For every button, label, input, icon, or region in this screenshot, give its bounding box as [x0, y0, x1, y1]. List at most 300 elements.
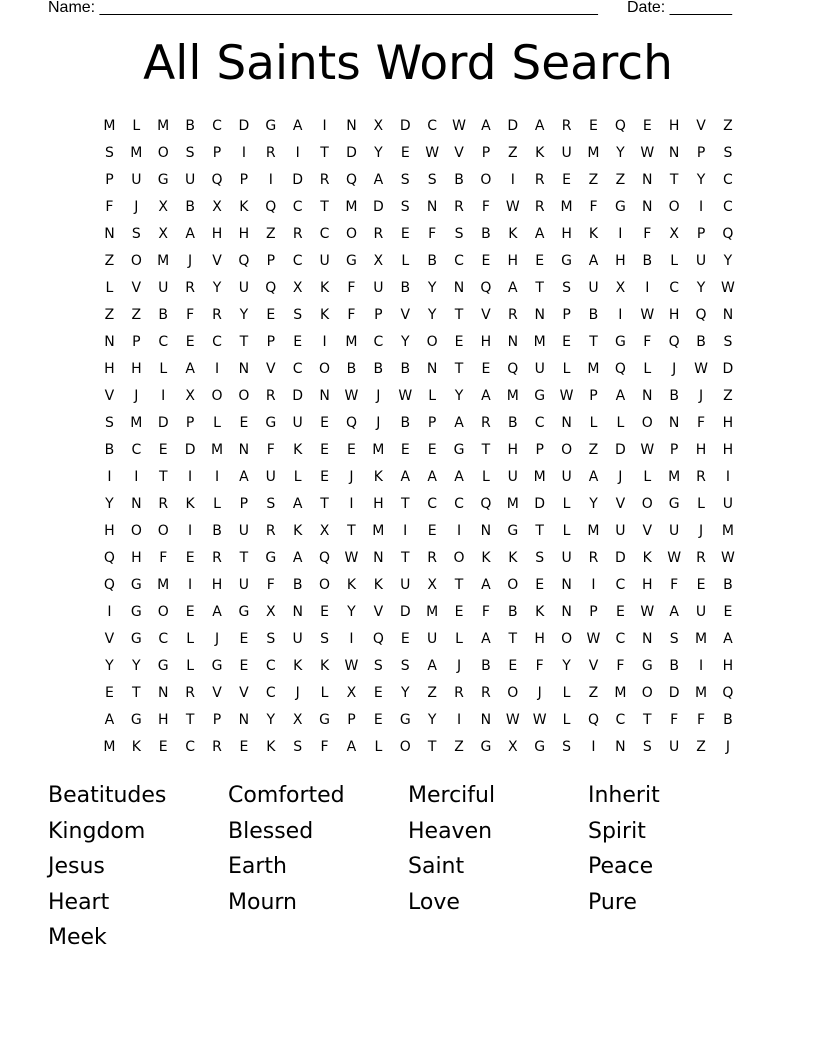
grid-letter: N [346, 118, 357, 134]
grid-letter: Y [589, 496, 598, 512]
grid-letter: A [615, 388, 626, 404]
grid-letter: G [319, 712, 330, 728]
grid-letter: V [400, 307, 411, 323]
grid-letter: U [534, 361, 545, 377]
grid-letter: D [534, 496, 546, 512]
grid-letter: C [292, 253, 303, 269]
grid-letter: N [104, 226, 115, 242]
grid-letter: X [508, 739, 518, 755]
grid-letter: M [560, 199, 573, 215]
grid-letter: F [697, 712, 706, 728]
grid-letter: U [722, 496, 734, 512]
grid-letter: B [696, 334, 706, 350]
grid-letter: I [725, 469, 730, 485]
grid-letter: W [452, 118, 466, 134]
grid-letter: A [454, 415, 464, 431]
grid-letter: C [212, 118, 222, 134]
grid-letter: P [374, 307, 383, 323]
grid-letter: I [618, 226, 623, 242]
grid-letter: U [319, 253, 330, 269]
grid-letter: W [398, 388, 413, 404]
grid-letter: P [669, 442, 679, 458]
grid-letter: M [345, 334, 358, 350]
grid-letter: G [453, 442, 465, 458]
grid-letter: X [265, 604, 276, 620]
grid-letter: C [265, 658, 276, 674]
grid-letter: G [641, 658, 653, 674]
grid-letter: X [427, 577, 437, 593]
grid-letter: P [589, 604, 598, 620]
grid-letter: X [292, 280, 303, 296]
grid-letter: A [534, 226, 545, 242]
grid-letter: E [373, 685, 383, 701]
grid-letter: E [320, 415, 329, 431]
grid-letter: L [643, 469, 652, 485]
grid-letter: T [427, 739, 437, 755]
grid-letter: S [293, 307, 303, 323]
grid-letter: O [319, 577, 331, 593]
grid-letter: C [427, 496, 438, 512]
grid-letter: U [292, 631, 303, 647]
grid-letter: K [239, 199, 249, 215]
grid-letter: L [562, 685, 571, 701]
grid-letter: O [399, 739, 411, 755]
grid-letter: Y [696, 280, 706, 296]
grid-letter: F [670, 577, 679, 593]
grid-letter: B [104, 442, 115, 458]
grid-letter: L [213, 496, 221, 512]
grid-letter: U [588, 280, 599, 296]
grid-letter: P [696, 226, 706, 242]
grid-letter: Y [374, 145, 383, 161]
grid-letter: U [238, 523, 250, 539]
grid-letter: K [319, 280, 330, 296]
name-field-line: Name: ________________________________________________________ [48, 0, 598, 16]
grid-letter: C [723, 172, 733, 188]
grid-letter: V [696, 118, 706, 134]
grid-letter: N [480, 523, 492, 539]
grid-letter: R [507, 307, 518, 323]
grid-letter: J [214, 631, 220, 647]
grid-letter: J [618, 469, 623, 485]
grid-letter: Q [722, 685, 734, 701]
grid-letter: V [239, 685, 249, 701]
grid-letter: E [185, 334, 195, 350]
grid-letter: Y [562, 658, 571, 674]
grid-letter: W [640, 307, 655, 323]
grid-letter: H [131, 550, 142, 566]
grid-letter: X [373, 118, 384, 134]
word-bank-item: Heart [48, 889, 110, 915]
grid-letter: W [344, 388, 359, 404]
grid-letter: N [238, 361, 250, 377]
grid-letter: R [696, 469, 706, 485]
grid-letter: F [616, 658, 625, 674]
grid-letter: K [373, 469, 383, 485]
grid-letter: N [238, 712, 250, 728]
grid-letter: R [265, 388, 276, 404]
grid-letter: P [239, 496, 249, 512]
grid-letter: P [562, 307, 571, 323]
grid-letter: M [721, 523, 734, 539]
grid-letter: D [399, 118, 411, 134]
grid-letter: C [131, 442, 142, 458]
grid-letter: U [131, 172, 142, 188]
grid-letter: I [349, 631, 354, 647]
grid-letter: S [723, 145, 733, 161]
grid-letter: Q [722, 226, 734, 242]
grid-letter: S [642, 739, 652, 755]
grid-letter: X [615, 280, 626, 296]
grid-letter: C [319, 226, 330, 242]
grid-letter: I [403, 523, 408, 539]
grid-letter: V [373, 604, 384, 620]
grid-letter: G [399, 712, 411, 728]
grid-letter: I [456, 712, 462, 728]
grid-letter: O [641, 685, 653, 701]
grid-letter: N [426, 199, 438, 215]
grid-letter: V [588, 658, 599, 674]
grid-letter: A [588, 253, 599, 269]
grid-letter: I [510, 172, 515, 188]
grid-letter: E [481, 361, 491, 377]
grid-letter: H [695, 442, 707, 458]
grid-letter: M [157, 253, 170, 269]
grid-letter: U [561, 145, 572, 161]
word-bank-item: Kingdom [48, 818, 146, 844]
grid-letter: E [615, 604, 625, 620]
grid-letter: N [157, 685, 169, 701]
grid-letter: C [534, 415, 545, 431]
grid-letter: F [643, 226, 652, 242]
word-bank-item: Beatitudes [48, 783, 167, 808]
grid-letter: C [615, 577, 626, 593]
grid-letter: N [507, 334, 519, 350]
grid-letter: U [238, 280, 250, 296]
grid-letter: J [134, 388, 139, 404]
grid-letter: V [131, 280, 142, 296]
grid-letter: L [562, 523, 571, 539]
grid-letter: E [535, 253, 545, 269]
grid-letter: W [586, 631, 601, 647]
grid-letter: O [238, 388, 250, 404]
grid-letter: N [480, 712, 492, 728]
grid-letter: A [669, 604, 679, 620]
grid-letter: B [373, 361, 384, 377]
grid-letter: E [158, 442, 168, 458]
grid-letter: G [668, 496, 680, 512]
grid-letter: E [158, 739, 168, 755]
grid-letter: I [214, 361, 220, 377]
grid-letter: C [265, 685, 276, 701]
grid-letter: S [131, 226, 141, 242]
grid-letter: I [214, 469, 220, 485]
grid-letter: N [561, 415, 572, 431]
grid-letter: G [534, 739, 546, 755]
grid-letter: F [428, 226, 437, 242]
grid-letter: F [266, 577, 275, 593]
grid-letter: P [212, 712, 222, 728]
grid-letter: U [400, 577, 411, 593]
grid-letter: P [427, 415, 437, 431]
grid-letter: B [158, 307, 169, 323]
grid-letter: W [694, 361, 708, 377]
grid-letter: D [184, 442, 196, 458]
grid-letter: N [426, 361, 438, 377]
grid-letter: R [185, 280, 195, 296]
grid-letter: D [292, 172, 304, 188]
grid-letter: H [480, 334, 492, 350]
grid-letter: M [210, 442, 224, 458]
grid-letter: F [535, 658, 544, 674]
grid-letter: O [130, 253, 142, 269]
grid-letter: C [292, 361, 303, 377]
grid-letter: C [212, 334, 222, 350]
grid-letter: R [212, 307, 222, 323]
grid-letter: Q [614, 118, 626, 134]
grid-letter: M [587, 361, 600, 377]
grid-letter: P [132, 334, 141, 350]
grid-letter: B [723, 577, 733, 593]
grid-letter: N [642, 631, 653, 647]
grid-letter: E [589, 118, 598, 134]
grid-letter: J [725, 739, 730, 755]
grid-letter: V [212, 685, 222, 701]
grid-letter: F [697, 415, 706, 431]
grid-letter: G [265, 415, 277, 431]
grid-letter: W [344, 550, 359, 566]
grid-letter: U [238, 577, 250, 593]
page-title: All Saints Word Search [143, 36, 673, 91]
grid-letter: Z [696, 739, 706, 755]
grid-letter: L [562, 496, 571, 512]
grid-letter: K [319, 658, 330, 674]
grid-letter: M [426, 604, 439, 620]
grid-letter: U [615, 523, 626, 539]
grid-letter: J [698, 523, 704, 539]
grid-letter: U [507, 469, 518, 485]
grid-letter: Y [132, 658, 141, 674]
grid-letter: Y [400, 685, 410, 701]
grid-letter: M [130, 415, 143, 431]
grid-letter: R [265, 145, 276, 161]
grid-letter: W [559, 388, 574, 404]
grid-letter: R [373, 226, 384, 242]
grid-letter: B [292, 577, 303, 593]
grid-letter: E [400, 631, 410, 647]
grid-letter: C [292, 199, 303, 215]
grid-letter: O [157, 523, 169, 539]
grid-letter: M [157, 577, 170, 593]
grid-letter: I [295, 145, 300, 161]
grid-letter: O [641, 496, 653, 512]
grid-letter: Y [427, 307, 437, 323]
word-bank-item: Saint [408, 854, 465, 880]
grid-letter: R [481, 415, 491, 431]
grid-letter: R [292, 226, 303, 242]
grid-letter: A [481, 388, 491, 404]
word-bank-item: Spirit [588, 818, 646, 844]
grid-letter: A [427, 469, 437, 485]
grid-letter: D [614, 550, 626, 566]
grid-letter: Y [427, 280, 437, 296]
grid-letter: U [265, 469, 276, 485]
grid-letter: K [266, 739, 276, 755]
grid-letter: N [104, 334, 115, 350]
grid-letter: Q [319, 550, 331, 566]
grid-letter: R [265, 523, 276, 539]
grid-letter: H [534, 631, 545, 647]
grid-letter: T [400, 550, 410, 566]
grid-letter: Z [104, 307, 115, 323]
grid-letter: Y [454, 388, 464, 404]
grid-letter: E [400, 226, 410, 242]
grid-letter: H [722, 415, 734, 431]
grid-letter: E [239, 739, 249, 755]
grid-letter: P [347, 712, 356, 728]
grid-letter: Z [588, 442, 599, 458]
grid-letter: A [292, 118, 303, 134]
grid-letter: L [670, 253, 679, 269]
grid-letter: E [239, 415, 249, 431]
grid-letter: I [107, 604, 112, 620]
grid-letter: U [669, 523, 680, 539]
grid-letter: S [427, 172, 437, 188]
grid-letter: L [132, 118, 141, 134]
word-bank-item: Inherit [588, 783, 660, 808]
grid-letter: H [104, 361, 115, 377]
grid-letter: E [185, 550, 195, 566]
grid-letter: S [266, 496, 276, 512]
grid-letter: U [158, 280, 169, 296]
grid-letter: Q [480, 496, 492, 512]
grid-letter: A [481, 577, 491, 593]
grid-letter: M [506, 496, 519, 512]
grid-letter: Z [588, 685, 599, 701]
grid-letter: Q [103, 577, 115, 593]
grid-letter: A [185, 226, 195, 242]
grid-letter: X [669, 226, 679, 242]
grid-letter: S [185, 145, 195, 161]
grid-letter: L [616, 415, 625, 431]
grid-letter: R [212, 550, 222, 566]
grid-letter: Y [616, 145, 625, 161]
grid-letter: R [561, 118, 572, 134]
grid-letter: K [588, 226, 599, 242]
grid-letter: Z [131, 307, 142, 323]
grid-letter: B [508, 415, 518, 431]
grid-letter: P [239, 172, 249, 188]
grid-letter: L [186, 658, 195, 674]
grid-letter: M [372, 523, 385, 539]
grid-letter: K [293, 658, 303, 674]
grid-letter: O [641, 415, 653, 431]
grid-letter: A [481, 631, 491, 647]
grid-letter: A [212, 604, 222, 620]
grid-letter: V [266, 361, 276, 377]
grid-letter: M [157, 118, 170, 134]
grid-letter: M [533, 334, 546, 350]
grid-letter: F [266, 442, 275, 458]
grid-letter: Z [508, 145, 518, 161]
grid-letter: B [588, 307, 599, 323]
grid-letter: M [587, 145, 600, 161]
grid-letter: J [188, 253, 193, 269]
grid-letter: Q [507, 361, 519, 377]
grid-letter: C [615, 712, 626, 728]
grid-letter: H [507, 442, 519, 458]
grid-letter: R [185, 685, 195, 701]
grid-letter: I [241, 145, 246, 161]
word-bank-item: Pure [588, 889, 637, 915]
grid-letter: B [642, 253, 653, 269]
grid-letter: F [643, 334, 652, 350]
grid-letter: R [319, 172, 330, 188]
grid-letter: B [400, 361, 411, 377]
grid-letter: I [188, 523, 193, 539]
grid-letter: O [561, 631, 573, 647]
grid-letter: B [212, 523, 222, 539]
grid-letter: O [345, 226, 357, 242]
grid-letter: G [480, 739, 492, 755]
grid-letter: I [188, 469, 193, 485]
grid-letter: G [130, 604, 142, 620]
grid-letter: E [427, 442, 437, 458]
grid-letter: E [454, 334, 464, 350]
grid-letter: G [507, 523, 519, 539]
grid-letter: T [508, 631, 518, 647]
grid-letter: M [372, 442, 385, 458]
grid-letter: C [427, 118, 438, 134]
grid-letter: G [211, 658, 223, 674]
grid-letter: E [239, 658, 249, 674]
grid-letter: O [561, 442, 573, 458]
grid-letter: E [347, 442, 356, 458]
grid-letter: D [399, 604, 411, 620]
grid-letter: I [456, 523, 462, 539]
grid-letter: F [481, 604, 490, 620]
grid-letter: U [669, 739, 680, 755]
grid-letter: N [668, 145, 680, 161]
letter-grid [96, 113, 741, 761]
grid-letter: N [561, 604, 572, 620]
grid-letter: B [508, 604, 518, 620]
grid-letter: U [184, 172, 196, 188]
date-field-line: Date: _______ [627, 0, 732, 16]
grid-letter: Q [668, 334, 680, 350]
grid-letter: F [589, 199, 598, 215]
grid-letter: M [130, 145, 143, 161]
grid-letter: R [696, 550, 706, 566]
grid-letter: I [268, 172, 273, 188]
grid-letter: C [615, 631, 626, 647]
grid-letter: H [211, 226, 223, 242]
grid-letter: V [642, 523, 653, 539]
grid-letter: E [723, 604, 733, 620]
grid-letter: S [400, 658, 410, 674]
grid-letter: J [537, 685, 542, 701]
grid-letter: P [696, 145, 706, 161]
grid-letter: P [212, 145, 222, 161]
grid-letter: L [643, 361, 652, 377]
grid-letter: D [372, 199, 384, 215]
grid-letter: N [131, 496, 142, 512]
grid-letter: O [211, 388, 223, 404]
grid-letter: U [373, 280, 384, 296]
grid-letter: D [722, 361, 734, 377]
grid-letter: S [562, 280, 572, 296]
grid-letter: E [427, 523, 437, 539]
